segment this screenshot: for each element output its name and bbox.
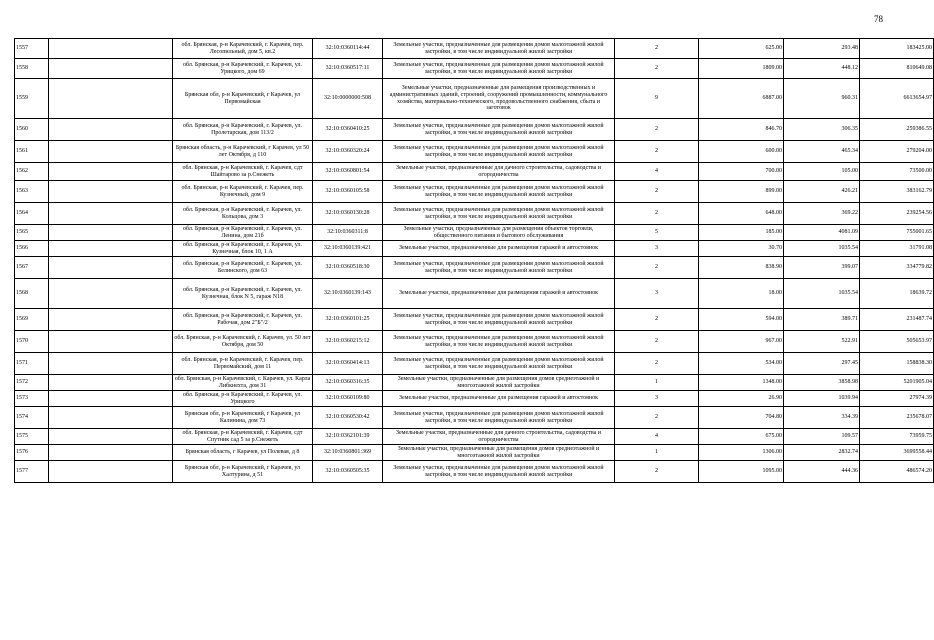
row-number: 1562	[15, 163, 49, 181]
table-row	[15, 391, 934, 407]
empty-cell	[49, 163, 173, 181]
row-number: 1573	[15, 391, 49, 407]
table-row	[15, 309, 934, 331]
zone-cell: 3	[615, 241, 699, 257]
area-cell: 18.00	[699, 279, 784, 309]
address-cell: Брянская обл, р-н Карачевский, г Карачев, ул Халтурина, д 51	[173, 461, 313, 483]
cadastral-number-cell: 32:10:0360320:24	[313, 141, 383, 163]
cadastral-value-cell: 231487.74	[860, 309, 934, 331]
land-use-cell: Земельные участки, предназначенные для размещения производственных и административных зданий, строений, сооружений промышленности, коммунального хозяйства, материально-технического, продовольственного снабжения, сбыта и заготовок	[383, 79, 615, 119]
cadastral-value-cell: 31791.08	[860, 241, 934, 257]
table-row	[15, 241, 934, 257]
zone-cell: 2	[615, 181, 699, 203]
table-row	[15, 163, 934, 181]
address-cell: обл. Брянская, р-н Карачевский, г. Карачев, ул. Урицкого	[173, 391, 313, 407]
area-cell: 1809.00	[699, 59, 784, 79]
empty-cell	[49, 445, 173, 461]
address-cell: обл. Брянская, р-н Карачевский, г. Карачев, ул. Белинского, дом 63	[173, 257, 313, 279]
address-cell: Брянская область, р-н Карачевский, г Карачев, ул 50 лет Октября, д 110	[173, 141, 313, 163]
unit-value-cell: 465.34	[784, 141, 860, 163]
cadastral-number-cell: 32:10:0360130:28	[313, 203, 383, 225]
address-cell: обл. Брянская, р-н Карачевский, г. Карачев, ул. Ленина, дом 21б	[173, 225, 313, 241]
land-use-cell: Земельные участки, предназначенные для дачного строительства, садоводства и огородничества	[383, 163, 615, 181]
area-cell: 625.00	[699, 39, 784, 59]
area-cell: 30.70	[699, 241, 784, 257]
unit-value-cell: 2832.74	[784, 445, 860, 461]
land-use-cell: Земельные участки, предназначенные для размещения домов малоэтажной жилой застройки, в том числе индивидуальной жилой застройки	[383, 141, 615, 163]
zone-cell: 2	[615, 39, 699, 59]
empty-cell	[49, 225, 173, 241]
land-use-cell: Земельные участки, предназначенные для размещения домов малоэтажной жилой застройки, в том числе индивидуальной жилой застройки	[383, 39, 615, 59]
unit-value-cell: 109.57	[784, 429, 860, 445]
unit-value-cell: 293.48	[784, 39, 860, 59]
area-cell: 594.00	[699, 309, 784, 331]
cadastral-value-cell: 18639.72	[860, 279, 934, 309]
zone-cell: 2	[615, 119, 699, 141]
area-cell: 967.00	[699, 331, 784, 353]
land-use-cell: Земельные участки, предназначенные для размещения гаражей и автостоянок	[383, 279, 615, 309]
table-row	[15, 445, 934, 461]
cadastral-number-cell: 32:10:0360505:35	[313, 461, 383, 483]
row-number: 1576	[15, 445, 49, 461]
unit-value-cell: 1035.54	[784, 279, 860, 309]
empty-cell	[49, 375, 173, 391]
empty-cell	[49, 119, 173, 141]
address-cell: обл. Брянская, р-н Карачевский, г. Карачев, сдт Шайтарово за р.Снежеть	[173, 163, 313, 181]
cadastral-number-cell: 32:10:0362101:39	[313, 429, 383, 445]
unit-value-cell: 105.00	[784, 163, 860, 181]
unit-value-cell: 399.07	[784, 257, 860, 279]
cadastral-value-cell: 505653.97	[860, 331, 934, 353]
cadastral-number-cell: 32:10:0360101:25	[313, 309, 383, 331]
land-use-cell: Земельные участки, предназначенные для дачного строительства, садоводства и огородничества	[383, 429, 615, 445]
cadastral-value-cell: 334779.82	[860, 257, 934, 279]
area-cell: 185.00	[699, 225, 784, 241]
area-cell: 648.00	[699, 203, 784, 225]
table-row	[15, 59, 934, 79]
row-number: 1569	[15, 309, 49, 331]
address-cell: обл. Брянская, р-н Карачевский, г. Карачев, пер. Лесопильный, дом 5, кв.2	[173, 39, 313, 59]
zone-cell: 1	[615, 445, 699, 461]
row-number: 1577	[15, 461, 49, 483]
empty-cell	[49, 331, 173, 353]
address-cell: обл. Брянская, р-н Карачевский, г. Карачев, ул. Кузнечная, блок 10, 1 А	[173, 241, 313, 257]
empty-cell	[49, 407, 173, 429]
row-number: 1566	[15, 241, 49, 257]
cadastral-value-cell: 810649.08	[860, 59, 934, 79]
cadastral-value-cell: 259386.55	[860, 119, 934, 141]
row-number: 1567	[15, 257, 49, 279]
cadastral-value-cell: 183425.00	[860, 39, 934, 59]
unit-value-cell: 389.71	[784, 309, 860, 331]
row-number: 1559	[15, 79, 49, 119]
empty-cell	[49, 461, 173, 483]
table-row	[15, 407, 934, 429]
empty-cell	[49, 203, 173, 225]
address-cell: обл. Брянская, р-н Карачевский, г. Карачев, ул. Урицкого, дом 69	[173, 59, 313, 79]
table-body	[15, 39, 934, 483]
cadastral-number-cell: 32:10:0360114:44	[313, 39, 383, 59]
area-cell: 1306.00	[699, 445, 784, 461]
cadastral-number-cell: 32:10:0360109:80	[313, 391, 383, 407]
unit-value-cell: 369.22	[784, 203, 860, 225]
cadastral-number-cell: 32:10:0360518:30	[313, 257, 383, 279]
cadastral-number-cell: 32:10:0360105:58	[313, 181, 383, 203]
table-row	[15, 257, 934, 279]
address-cell: обл. Брянская, р-н Карачевский, г. Карачев, пер. Кузнечный, дом 9	[173, 181, 313, 203]
table-row	[15, 39, 934, 59]
table-row	[15, 279, 934, 309]
land-use-cell: Земельные участки, предназначенные для размещения домов среднеэтажной и многоэтажной жилой застройки	[383, 445, 615, 461]
row-number: 1565	[15, 225, 49, 241]
unit-value-cell: 522.91	[784, 331, 860, 353]
zone-cell: 4	[615, 163, 699, 181]
table-row	[15, 461, 934, 483]
area-cell: 704.80	[699, 407, 784, 429]
area-cell: 899.00	[699, 181, 784, 203]
cadastral-value-cell: 3699558.44	[860, 445, 934, 461]
row-number: 1574	[15, 407, 49, 429]
cadastral-number-cell: 32:10:0360410:25	[313, 119, 383, 141]
zone-cell: 2	[615, 461, 699, 483]
row-number: 1561	[15, 141, 49, 163]
row-number: 1564	[15, 203, 49, 225]
cadastral-value-cell: 239254.56	[860, 203, 934, 225]
land-use-cell: Земельные участки, предназначенные для размещения домов малоэтажной жилой застройки, в том числе индивидуальной жилой застройки	[383, 257, 615, 279]
cadastral-value-cell: 5201905.04	[860, 375, 934, 391]
cadastral-number-cell: 32:10:0360316:35	[313, 375, 383, 391]
address-cell: обл. Брянская, р-н Карачевский, г. Карачев, ул. 50 лет Октября, дом 50	[173, 331, 313, 353]
land-use-cell: Земельные участки, предназначенные для размещения домов малоэтажной жилой застройки, в том числе индивидуальной жилой застройки	[383, 203, 615, 225]
unit-value-cell: 426.21	[784, 181, 860, 203]
zone-cell: 3	[615, 279, 699, 309]
area-cell: 1348.00	[699, 375, 784, 391]
table-row	[15, 429, 934, 445]
land-use-cell: Земельные участки, предназначенные для размещения домов малоэтажной жилой застройки, в том числе индивидуальной жилой застройки	[383, 353, 615, 375]
page-number: 78	[874, 14, 883, 24]
row-number: 1568	[15, 279, 49, 309]
address-cell: обл. Брянская, р-н Карачевский, г. Карачев, сдт Спутник сад 5 за р.Снежеть	[173, 429, 313, 445]
table-row	[15, 181, 934, 203]
empty-cell	[49, 181, 173, 203]
unit-value-cell: 1035.54	[784, 241, 860, 257]
zone-cell: 2	[615, 331, 699, 353]
area-cell: 846.70	[699, 119, 784, 141]
row-number: 1571	[15, 353, 49, 375]
cadastral-number-cell: 32:10:0000000:508	[313, 79, 383, 119]
cadastral-value-cell: 235678.07	[860, 407, 934, 429]
unit-value-cell: 444.36	[784, 461, 860, 483]
cadastral-value-cell: 73500.00	[860, 163, 934, 181]
table-row	[15, 353, 934, 375]
table-row	[15, 375, 934, 391]
area-cell: 26.90	[699, 391, 784, 407]
zone-cell: 2	[615, 203, 699, 225]
table-row	[15, 79, 934, 119]
cadastral-value-cell: 383162.79	[860, 181, 934, 203]
address-cell: обл. Брянская, р-н Карачевский, г. Карачев, пер. Первомайский, дом 11	[173, 353, 313, 375]
address-cell: обл. Брянская, р-н Карачевский, г. Карачев, ул. Кольцова, дом 3	[173, 203, 313, 225]
address-cell: Брянская обл, р-н Карачевский, г Карачев, ул Калинина, дом 73	[173, 407, 313, 429]
empty-cell	[49, 79, 173, 119]
cadastral-number-cell: 32:10:0360215:12	[313, 331, 383, 353]
land-use-cell: Земельные участки, предназначенные для размещения домов малоэтажной жилой застройки, в том числе индивидуальной жилой застройки	[383, 119, 615, 141]
zone-cell: 2	[615, 353, 699, 375]
cadastral-number-cell: 32:10:0360517:11	[313, 59, 383, 79]
row-number: 1558	[15, 59, 49, 79]
row-number: 1572	[15, 375, 49, 391]
unit-value-cell: 1039.94	[784, 391, 860, 407]
zone-cell: 1	[615, 375, 699, 391]
unit-value-cell: 960.31	[784, 79, 860, 119]
cadastral-number-cell: 32:10:0360530:42	[313, 407, 383, 429]
land-use-cell: Земельные участки, предназначенные для размещения гаражей и автостоянок	[383, 241, 615, 257]
address-cell: Брянская область, г Карачев, ул Полевая, д 8	[173, 445, 313, 461]
area-cell: 838.90	[699, 257, 784, 279]
table-row	[15, 203, 934, 225]
area-cell: 1095.00	[699, 461, 784, 483]
land-use-cell: Земельные участки, предназначенные для размещения домов малоэтажной жилой застройки, в том числе индивидуальной жилой застройки	[383, 331, 615, 353]
table-row	[15, 141, 934, 163]
row-number: 1557	[15, 39, 49, 59]
unit-value-cell: 297.45	[784, 353, 860, 375]
row-number: 1563	[15, 181, 49, 203]
zone-cell: 9	[615, 79, 699, 119]
unit-value-cell: 3858.98	[784, 375, 860, 391]
zone-cell: 3	[615, 391, 699, 407]
land-use-cell: Земельные участки, предназначенные для размещения домов среднеэтажной и многоэтажной жилой застройки	[383, 375, 615, 391]
zone-cell: 5	[615, 225, 699, 241]
land-use-cell: Земельные участки, предназначенные для размещения объектов торговли, общественного питания и бытового обслуживания	[383, 225, 615, 241]
area-cell: 700.00	[699, 163, 784, 181]
cadastral-value-cell: 158838.30	[860, 353, 934, 375]
address-cell: обл. Брянская, р-н Карачевский, г. Карачев, ул. Кузнечная, блок N 5, гараж N18	[173, 279, 313, 309]
row-number: 1575	[15, 429, 49, 445]
row-number: 1570	[15, 331, 49, 353]
cadastral-number-cell: 32:10:0360311:8	[313, 225, 383, 241]
row-number: 1560	[15, 119, 49, 141]
zone-cell: 2	[615, 141, 699, 163]
empty-cell	[49, 429, 173, 445]
land-registry-table	[14, 38, 934, 483]
zone-cell: 2	[615, 59, 699, 79]
empty-cell	[49, 279, 173, 309]
cadastral-number-cell: 32:10:0360139:143	[313, 279, 383, 309]
table-row	[15, 331, 934, 353]
area-cell: 534.00	[699, 353, 784, 375]
empty-cell	[49, 141, 173, 163]
area-cell: 675.00	[699, 429, 784, 445]
cadastral-value-cell: 279204.00	[860, 141, 934, 163]
address-cell: Брянская обл, р-н Карачевский, г Карачев, ул Первомайская	[173, 79, 313, 119]
area-cell: 6887.00	[699, 79, 784, 119]
address-cell: обл. Брянская, р-н Карачевский, г. Карачев, ул. Карла Либкнехта, дом 31	[173, 375, 313, 391]
unit-value-cell: 306.35	[784, 119, 860, 141]
area-cell: 600.00	[699, 141, 784, 163]
land-use-cell: Земельные участки, предназначенные для размещения домов малоэтажной жилой застройки, в том числе индивидуальной жилой застройки	[383, 407, 615, 429]
land-use-cell: Земельные участки, предназначенные для размещения домов малоэтажной жилой застройки, в том числе индивидуальной жилой застройки	[383, 59, 615, 79]
address-cell: обл. Брянская, р-н Карачевский, г. Карачев, ул. Рабочая, дом 2"Б"/2	[173, 309, 313, 331]
cadastral-number-cell: 32:10:0360139:421	[313, 241, 383, 257]
cadastral-value-cell: 486574.20	[860, 461, 934, 483]
land-use-cell: Земельные участки, предназначенные для размещения домов малоэтажной жилой застройки, в том числе индивидуальной жилой застройки	[383, 309, 615, 331]
land-use-cell: Земельные участки, предназначенные для размещения домов малоэтажной жилой застройки, в том числе индивидуальной жилой застройки	[383, 181, 615, 203]
land-use-cell: Земельные участки, предназначенные для размещения гаражей и автостоянок	[383, 391, 615, 407]
empty-cell	[49, 241, 173, 257]
zone-cell: 2	[615, 309, 699, 331]
table-row	[15, 225, 934, 241]
zone-cell: 4	[615, 429, 699, 445]
unit-value-cell: 334.39	[784, 407, 860, 429]
empty-cell	[49, 309, 173, 331]
table-row	[15, 119, 934, 141]
unit-value-cell: 448.12	[784, 59, 860, 79]
cadastral-value-cell: 755001.65	[860, 225, 934, 241]
cadastral-number-cell: 32:10:0360801:54	[313, 163, 383, 181]
unit-value-cell: 4081.09	[784, 225, 860, 241]
empty-cell	[49, 257, 173, 279]
zone-cell: 2	[615, 257, 699, 279]
zone-cell: 2	[615, 407, 699, 429]
empty-cell	[49, 39, 173, 59]
cadastral-value-cell: 27974.39	[860, 391, 934, 407]
cadastral-number-cell: 32:10:0360801:369	[313, 445, 383, 461]
cadastral-number-cell: 32:10:0360414:13	[313, 353, 383, 375]
cadastral-value-cell: 6613654.97	[860, 79, 934, 119]
land-use-cell: Земельные участки, предназначенные для размещения домов малоэтажной жилой застройки, в том числе индивидуальной жилой застройки	[383, 461, 615, 483]
address-cell: обл. Брянская, р-н Карачевский, г. Карачев, ул. Пролетарская, дом 113/2	[173, 119, 313, 141]
empty-cell	[49, 391, 173, 407]
cadastral-value-cell: 73959.75	[860, 429, 934, 445]
empty-cell	[49, 353, 173, 375]
empty-cell	[49, 59, 173, 79]
